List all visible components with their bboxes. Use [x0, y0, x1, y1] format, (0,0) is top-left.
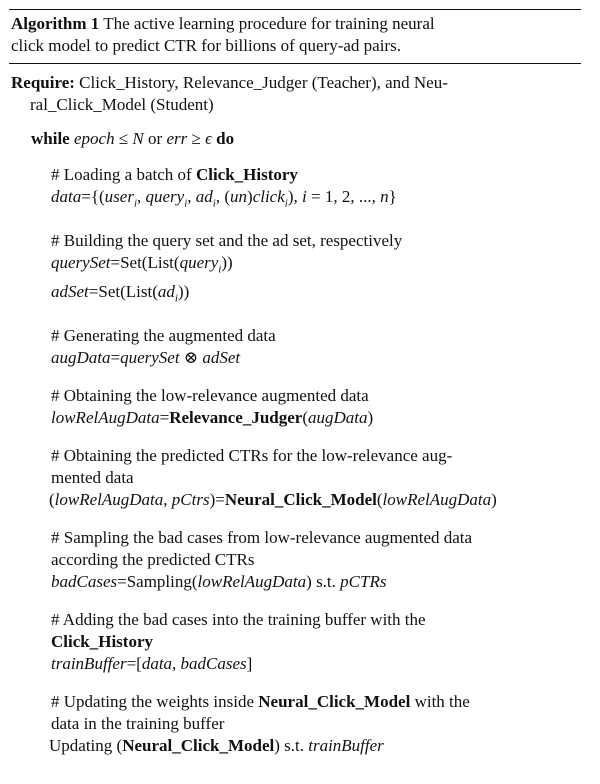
step-2-comment: # Building the query set and the ad set, respectively — [51, 231, 403, 251]
require-clause — [9, 72, 581, 116]
step-7-statement: trainBuffer=[data, badCases] — [51, 654, 253, 674]
algorithm-caption — [9, 10, 581, 60]
step-8-comment-post: with the — [414, 692, 470, 712]
require-line-2: ral_Click_Model (Student) — [30, 95, 214, 114]
step-4-statement: lowRelAugData=Relevance_Judger(augData) — [51, 408, 374, 428]
step-6-comment-2: according the predicted CTRs — [51, 550, 255, 570]
caption-rule — [9, 63, 581, 64]
step-8-model: Neural_Click_Model — [122, 736, 275, 756]
step-4-judger: Relevance_Judger — [169, 408, 303, 428]
step-5-comment-1: # Obtaining the predicted CTRs for the low-relevance aug- — [51, 446, 453, 466]
step-2-statement-a: querySet=Set(List(query$_i$)) — [51, 253, 233, 276]
step-8-comment-pre: # Updating the weights inside — [51, 692, 255, 712]
require-keyword: Require: — [11, 73, 75, 92]
require-line-1: Click_History, Relevance_Judger (Teacher), and Neu- — [79, 73, 448, 92]
step-3-comment: # Generating the augmented data — [51, 326, 276, 346]
step-5-comment-2: mented data — [51, 468, 134, 488]
algorithm-label: Algorithm 1 — [11, 14, 100, 33]
step-6-statement: badCases=Sampling(lowRelAugData) s.t. pCTRs — [51, 572, 387, 592]
do-keyword: do — [216, 129, 235, 148]
step-8-comment-bold: Neural_Click_Model — [258, 692, 411, 712]
step-8-statement: Updating (Neural_Click_Model) s.t. trainBuffer — [49, 736, 384, 756]
step-7-comment-bold: Click_History — [51, 632, 153, 652]
step-7-comment-1: # Adding the bad cases into the training buffer with the — [51, 610, 426, 630]
while-keyword: while — [31, 129, 70, 148]
step-train-buffer — [9, 609, 581, 675]
algorithm-block — [9, 0, 581, 757]
step-1-comment-bold: Click_History — [195, 165, 298, 184]
step-3-statement: augData=querySet ⊗ adSet — [51, 348, 241, 368]
step-augment — [9, 325, 581, 369]
while-condition: while epoch ≤ N or err ≥ ϵ do — [31, 129, 235, 148]
step-build-sets — [9, 230, 581, 309]
step-1-comment: # Loading a batch of — [51, 165, 192, 184]
step-predict-ctr — [9, 445, 581, 511]
step-2-statement-b: $adSet=Set(List(ad_i))$ — [51, 281, 190, 305]
step-8-comment-2: data in the training buffer — [51, 714, 225, 734]
caption-line-2: click model to predict CTR for billions of query-ad pairs. — [11, 36, 401, 55]
step-5-model: Neural_Click_Model — [224, 490, 377, 510]
step-sampling — [9, 527, 581, 593]
step-1-statement: data={(user$_i$, query$_i$, $ad_i$, (un)click$_i$), i = 1, 2, ..., n} — [51, 187, 397, 210]
step-low-relevance — [9, 385, 581, 429]
step-load-batch — [9, 164, 581, 214]
step-5-statement: (lowRelAugData, pCtrs)=Neural_Click_Model(lowRelAugData) — [49, 490, 497, 510]
step-update-weights — [9, 691, 581, 757]
caption-line-1: The active learning procedure for training neural — [103, 14, 435, 33]
step-6-comment-1: # Sampling the bad cases from low-relevance augmented data — [51, 528, 473, 548]
step-4-comment: # Obtaining the low-relevance augmented data — [51, 386, 369, 406]
